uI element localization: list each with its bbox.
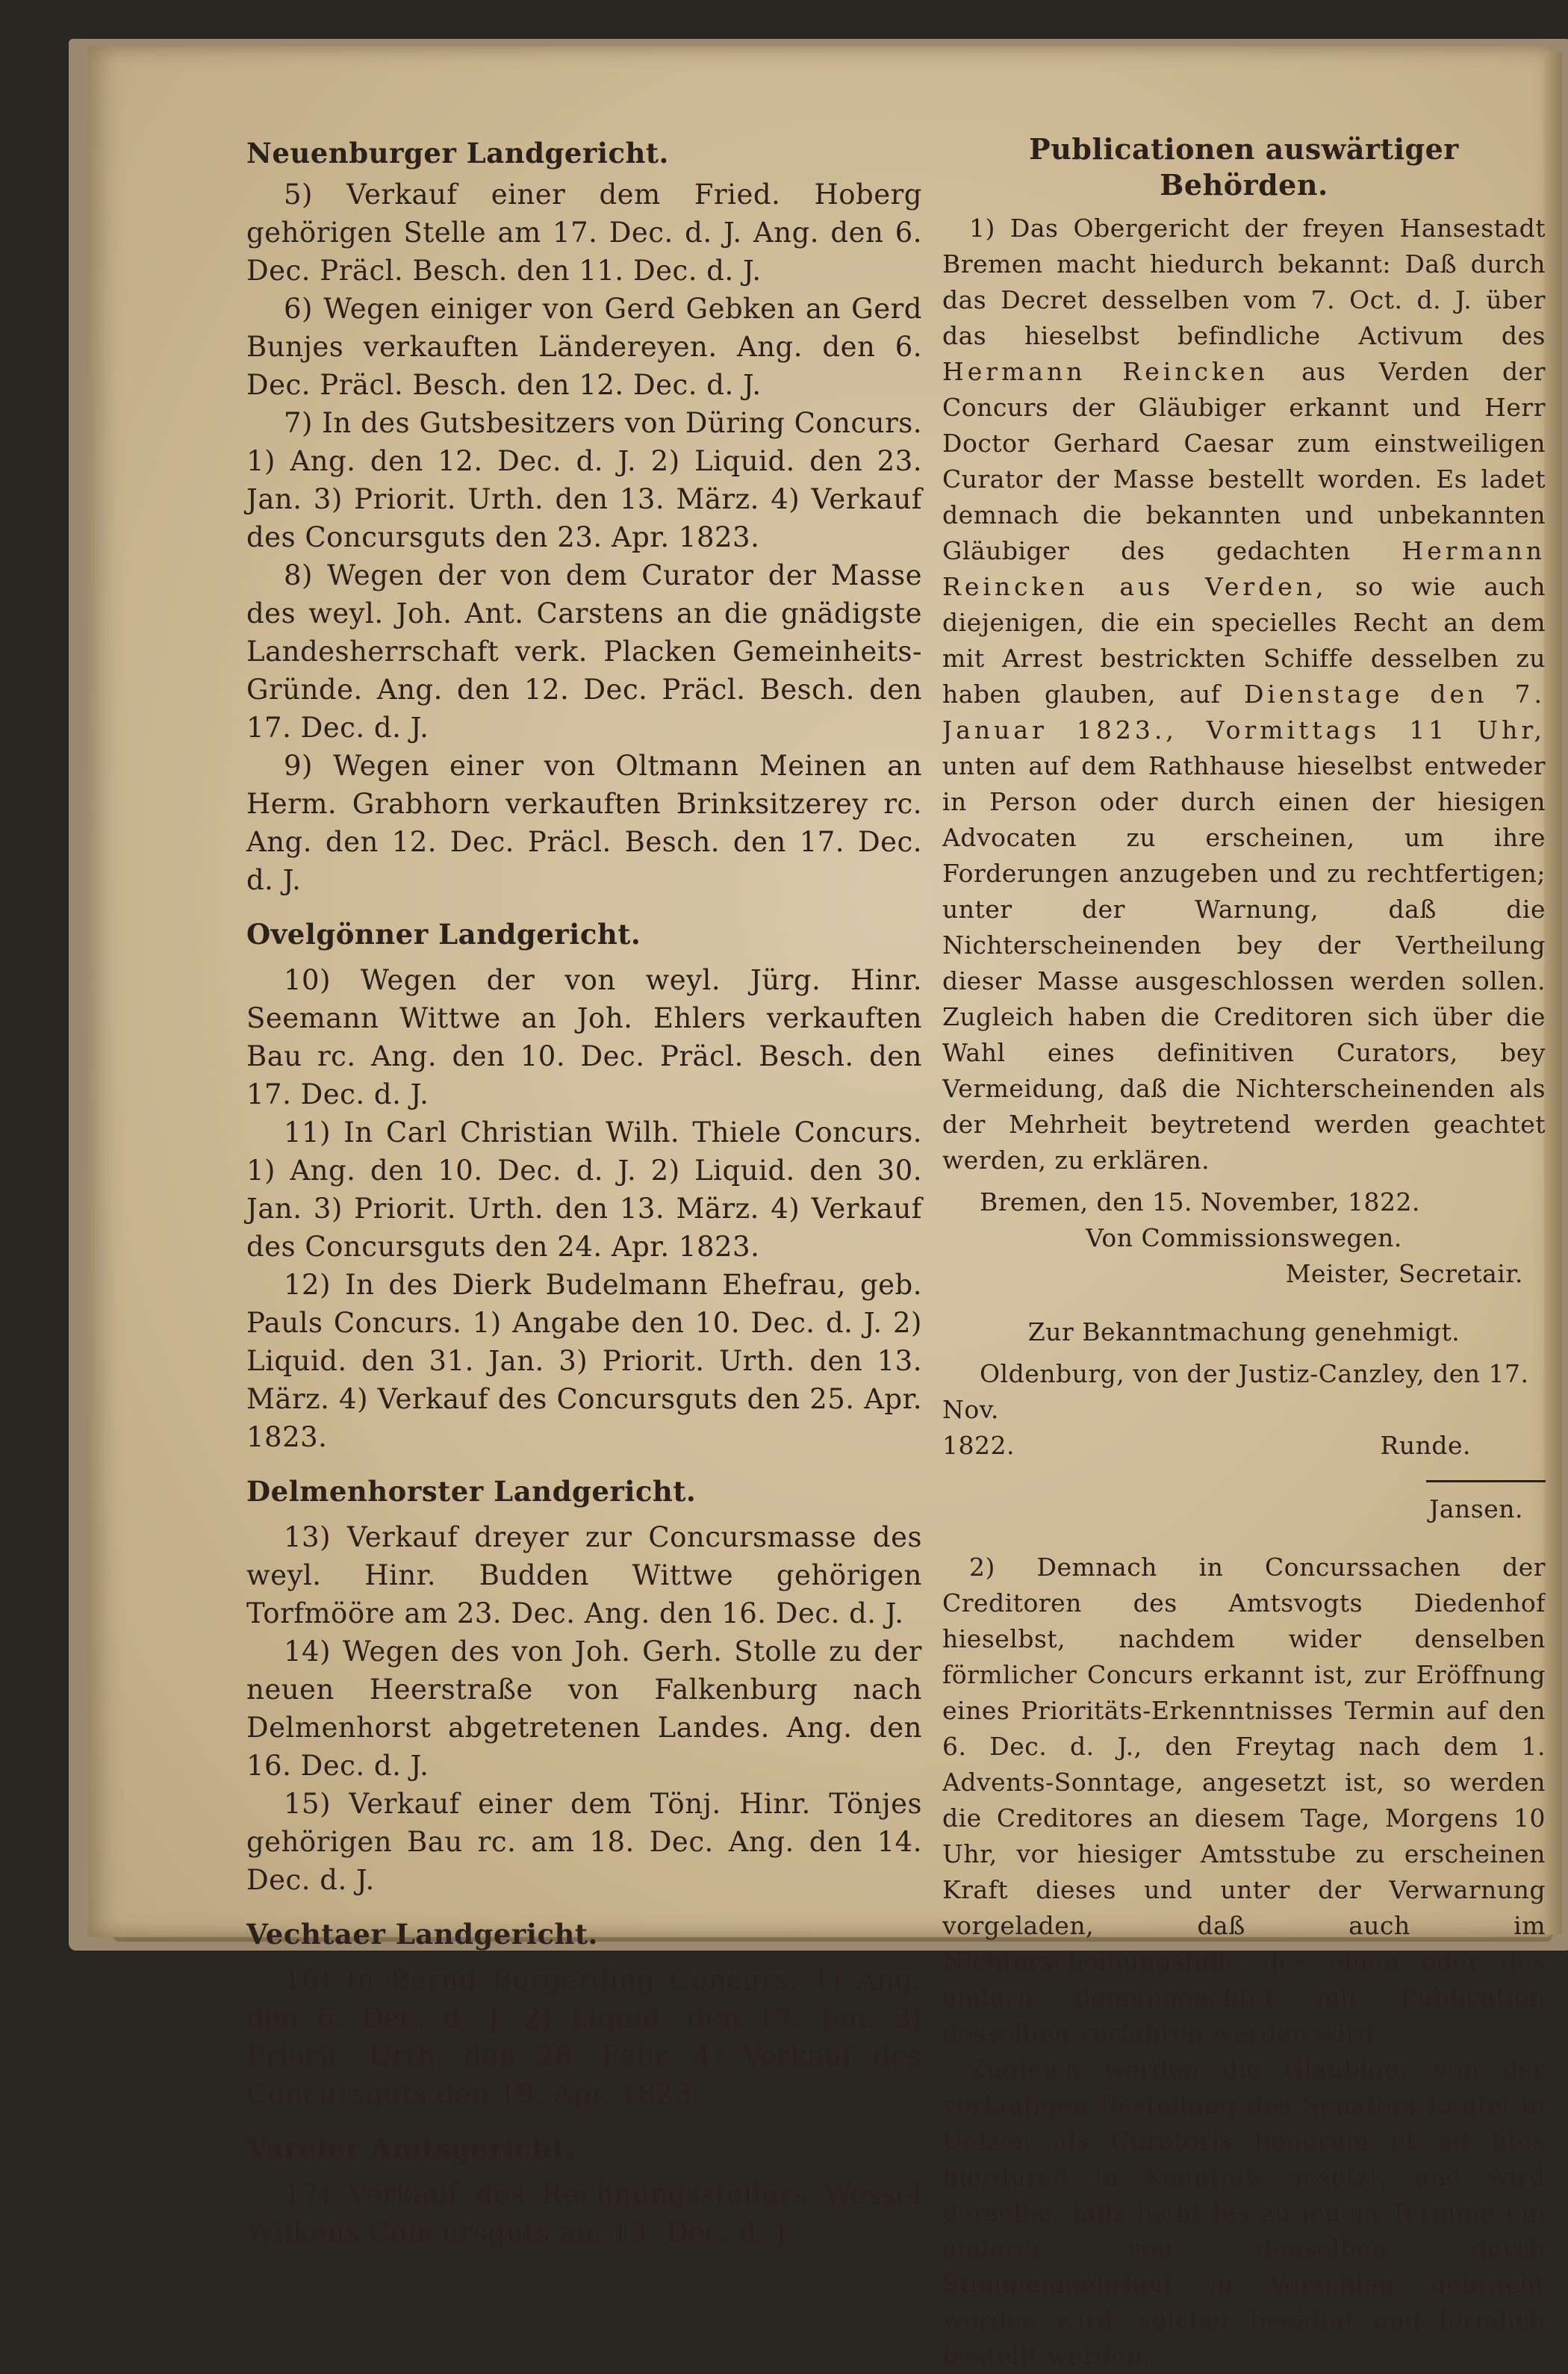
list-item: 17) Verkauf des Rechnungsstellers Wessel Wilkens Concursguts am 13. Dec. d. J.: [246, 2178, 922, 2249]
section-heading-vechta: Vechtaer Landgericht.: [246, 1918, 598, 1951]
hearing-date: Dienstage den 7. Januar 1823., Vormittags 11 Uhr,: [942, 680, 1546, 745]
section-heading-publications: Publicationen auswärtiger Behörden.: [1029, 134, 1459, 202]
list-item: 6) Wegen einiger von Gerd Gebken an Gerd Bunjes verkauften Ländereyen. Ang. den 6. Dec. Präcl. Besch. den 12. Dec. d. J.: [246, 293, 922, 401]
notice-bremen: [942, 211, 1546, 1178]
left-column: [246, 134, 922, 2252]
notice-text: unten auf dem Rathhause hieselbst entweder in Person oder durch einen der hiesigen Advocaten zu erscheinen, um ihre Forderungen anzugeben und zu rechtfertigen; unter der Warnung, daß die Nichterscheinenden bey der Vertheilung dieser Masse ausgeschlossen werden sollen. Zugleich haben die Creditoren sich über die Wahl eines definitiven Curators, bey Vermeidung, daß die Nichterscheinenden als der Mehrheit beytretend werden geachtet werden, zu erklären.: [942, 751, 1546, 1175]
spacer: [942, 1527, 1546, 1550]
divider: [1426, 1480, 1546, 1482]
list-item: 11) In Carl Christian Wilh. Thiele Concurs. 1) Ang. den 10. Dec. d. J. 2) Liquid. den 30. Jan. 3) Priorit. Urth. den 13. März. 4) Verkauf des Concursguts den 24. Apr. 1823.: [246, 1116, 922, 1263]
notice-diedenhof-cont: Zugleich werden die Gläubiger von der vorläufigen Bestellung des Senators Keufel in Uelzen als Curatoris bonorum et ad lites hierdurch in Kenntniß gesetzt, und wird derselbe, falls nicht bis zu jenem Termine ein anderer von denselben durch Stimmenmehrheit in Vorschlag gebracht werden wird, solcher beeidigt und förmlich bestellt werden.: [942, 2054, 1546, 2370]
signature-runde: Runde.: [1380, 1431, 1471, 1460]
section-heading-ovelgoenne: Ovelgönner Landgericht.: [246, 918, 641, 951]
list-item: 12) In des Dierk Budelmann Ehefrau, geb. Pauls Concurs. 1) Angabe den 10. Dec. d. J. 2) Liquid. den 31. Jan. 3) Priorit. Urth. den 13. März. 4) Verkauf des Concursguts den 25. Apr. 1823.: [246, 1269, 922, 1453]
year: 1822.: [942, 1431, 1015, 1460]
signature-jansen: Jansen.: [1429, 1494, 1523, 1523]
page-gutter-edge: [1544, 52, 1562, 1934]
section-heading-varel: Vareler Amtsgericht.: [246, 2132, 576, 2165]
place-date-oldenburg: Oldenburg, von der Justiz-Canzley, den 17. Nov.: [942, 1359, 1529, 1424]
list-item: 14) Wegen des von Joh. Gerh. Stolle zu der neuen Heerstraße von Falkenburg nach Delmenhorst abgetretenen Landes. Ang. den 16. Dec. d. J.: [246, 1635, 922, 1782]
debtor-name: Hermann Reincken aus Verden,: [942, 536, 1546, 601]
notice-text: so wie auch diejenigen, die ein specielles Recht an dem mit Arrest bestrickten Schiffe desselben zu haben glauben, auf: [942, 572, 1546, 709]
list-item: 13) Verkauf dreyer zur Concursmasse des weyl. Hinr. Budden Wittwe gehörigen Torfmööre am 23. Dec. Ang. den 16. Dec. d. J.: [246, 1521, 922, 1629]
list-item: 7) In des Gutsbesitzers von Düring Concurs. 1) Ang. den 12. Dec. d. J. 2) Liquid. den 23. Jan. 3) Priorit. Urth. den 13. März. 4) Verkauf des Concursguts den 23. Apr. 1823.: [246, 407, 922, 553]
notice-text: 1) Das Obergericht der freyen Hansestadt Bremen macht hiedurch bekannt: Daß durch das Decret desselben vom 7. Oct. d. J. über das hieselbst befindliche Activum des: [942, 214, 1546, 350]
list-item: 9) Wegen einer von Oltmann Meinen an Herm. Grabhorn verkauften Brinksitzerey rc. Ang. den 12. Dec. Präcl. Besch. den 17. Dec. d. J.: [246, 750, 922, 896]
debtor-name: Hermann Reincken: [942, 357, 1269, 386]
list-item: 16) In Bernd Borgerding Concurs. 1) Ang. den 6. Dec. d. J. 2) Liquid. den 17. Jan. 3) Priorit. Urth. den 28. Febr. 4) Verkauf des Concursguts den 19. Apr. 1823.: [246, 1964, 922, 2110]
section-heading-neuenburg: Neuenburger Landgericht.: [246, 137, 669, 170]
place-date-bremen: Bremen, den 15. November, 1822.: [980, 1187, 1420, 1216]
authority-line: Von Commissionswegen.: [1086, 1223, 1402, 1252]
year-signature-row: [942, 1428, 1546, 1464]
spacer: [942, 1292, 1546, 1314]
list-item: 5) Verkauf einer dem Fried. Hoberg gehörigen Stelle am 17. Dec. d. J. Ang. den 6. Dec. Präcl. Besch. den 11. Dec. d. J.: [246, 178, 922, 287]
approval-line: Zur Bekanntmachung genehmigt.: [1027, 1317, 1460, 1346]
right-column: [942, 134, 1546, 2374]
section-heading-delmenhorst: Delmenhorster Landgericht.: [246, 1475, 697, 1508]
notice-text: aus Verden der Concurs der Gläubiger erkannt und Herr Doctor Gerhard Caesar zum einstweiligen Curator der Masse bestellt worden. Es ladet demnach die bekannten und unbekannten Gläubiger des gedachten: [942, 357, 1546, 565]
notice-diedenhof: 2) Demnach in Concurssachen der Creditoren des Amtsvogts Diedenhof hieselbst, nachdem wider denselben förmlicher Concurs erkannt ist, zur Eröffnung eines Prioritäts-Erkenntnisses Termin auf den 6. Dec. d. J., den Freytag nach dem 1. Advents-Sonntage, angesetzt ist, so werden die Creditores an diesem Tage, Morgens 10 Uhr, vor hiesiger Amtsstube zu erscheinen Kraft dieses und unter der Verwarnung vorgeladen, daß auch im Nichterscheinungsfalle des einen oder des andern demungeachtet mit Publication desselben verfahren werden wird.: [942, 1553, 1546, 2048]
signature-meister: Meister, Secretair.: [1285, 1259, 1523, 1288]
list-item: 15) Verkauf einer dem Tönj. Hinr. Tönjes gehörigen Bau rc. am 18. Dec. Ang. den 14. Dec. d. J.: [246, 1788, 922, 1896]
list-item: 8) Wegen der von dem Curator der Masse des weyl. Joh. Ant. Carstens an die gnädigste Landesherrschaft verk. Placken Gemeinheits-Gründe. Ang. den 12. Dec. Präcl. Besch. den 17. Dec. d. J.: [246, 559, 922, 744]
list-item: 10) Wegen der von weyl. Jürg. Hinr. Seemann Wittwe an Joh. Ehlers verkauften Bau rc. Ang. den 10. Dec. Präcl. Besch. den 17. Dec. d. J.: [246, 964, 922, 1110]
